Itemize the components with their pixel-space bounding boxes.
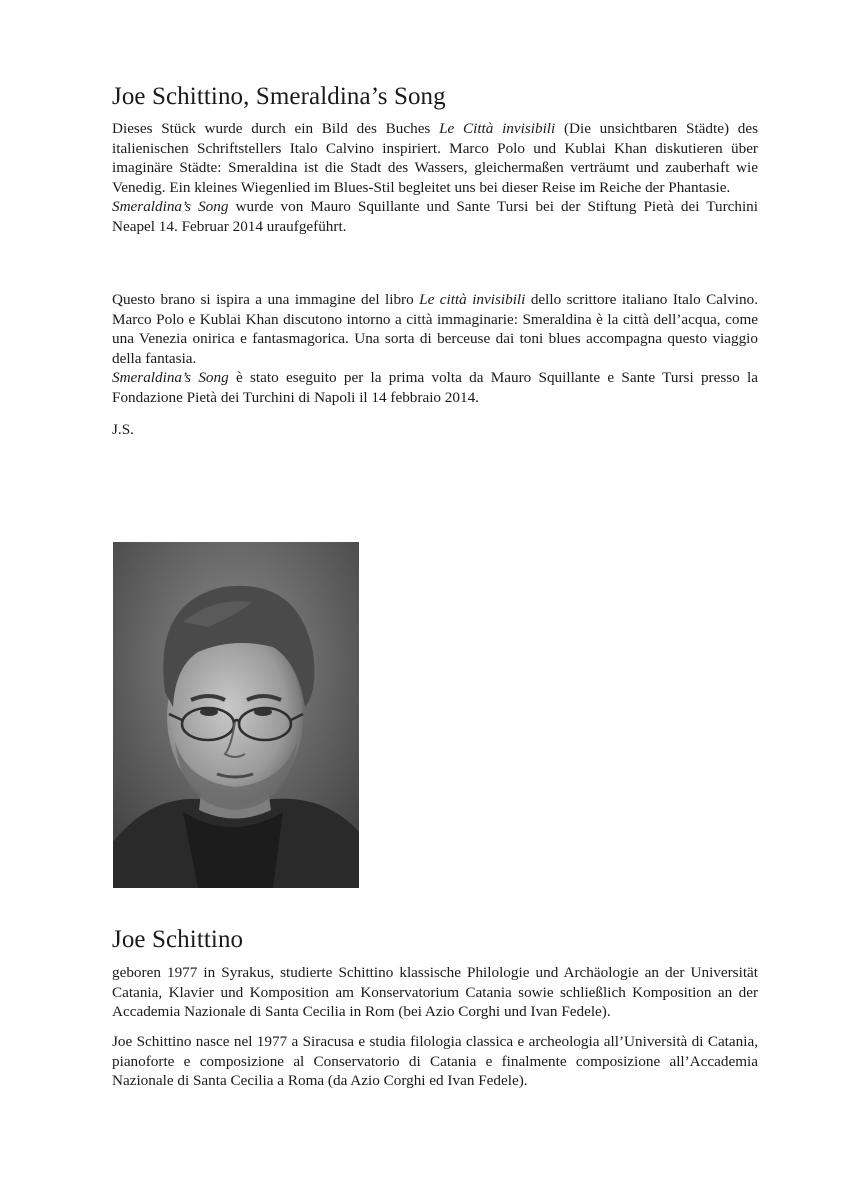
italian-paragraph-1 [112, 290, 758, 368]
german-biography [112, 963, 758, 1022]
german-paragraph-2 [112, 197, 758, 236]
text-span: è stato eseguito per la prima volta da Mauro Squillante e Sante Tursi presso la Fondazione Pietà dei Turchini di Napoli il 14 febbraio 2014. [112, 369, 758, 406]
work-title: Smeraldina’s Song [112, 369, 229, 386]
italian-paragraph-2 [112, 368, 758, 407]
german-paragraph-1 [112, 119, 758, 197]
text-span: Questo brano si ispira a una immagine del libro [112, 291, 420, 308]
book-title: Le città invisibili [419, 291, 526, 308]
composer-portrait-photo [113, 542, 359, 888]
text-span: Dieses Stück wurde durch ein Bild des Buches [112, 120, 440, 137]
italian-bio-paragraph: Joe Schittino nasce nel 1977 a Siracusa e studia filologia classica e archeologia all’Università di Catania, pianoforte e composizione al Conservatorio di Catania e finalmente composizione all’Accademia Nazionale di Santa Cecilia a Roma (da Azio Corghi ed Ivan Fedele). [112, 1033, 758, 1089]
signature: J.S. [112, 421, 134, 438]
italian-biography [112, 1032, 758, 1091]
text-span: (Die unsichtbaren Städte) des italienischen Schriftstellers Italo Calvino inspiriert. Marco Polo und Kublai Khan diskutieren über imaginäre Städte: Smeraldina ist die Stadt des Wassers, gleichermaßen verträumt und zauberhaft wie Venedig. Ein kleines Wiegenlied im Blues-Stil begleitet uns bei dieser Reise im Reiche der Phantasie. [112, 120, 758, 196]
piece-title: Joe Schittino, Smeraldina’s Song [112, 83, 446, 110]
book-title: Le Città invisibili [439, 120, 556, 137]
text-span: wurde von Mauro Squillante und Sante Tursi bei der Stiftung Pietà dei Turchini Neapel 14. Februar 2014 uraufgeführt. [112, 198, 758, 235]
italian-description [112, 290, 758, 407]
german-bio-paragraph: geboren 1977 in Syrakus, studierte Schittino klassische Philologie und Archäologie an der Universität Catania, Klavier und Komposition am Konservatorium Catania sowie schließlich Komposition an der Accademia Nazionale di Santa Cecilia in Rom (bei Azio Corghi und Ivan Fedele). [112, 964, 758, 1020]
text-span: dello scrittore italiano Italo Calvino. Marco Polo e Kublai Khan discutono intorno a città immaginarie: Smeraldina è la città dell’acqua, come una Venezia onirica e fantasmagorica. Una sorta di berceuse dai toni blues accompagna questo viaggio della fantasia. [112, 291, 758, 367]
german-description [112, 119, 758, 236]
work-title: Smeraldina’s Song [112, 198, 229, 215]
composer-name-heading: Joe Schittino [112, 926, 244, 953]
